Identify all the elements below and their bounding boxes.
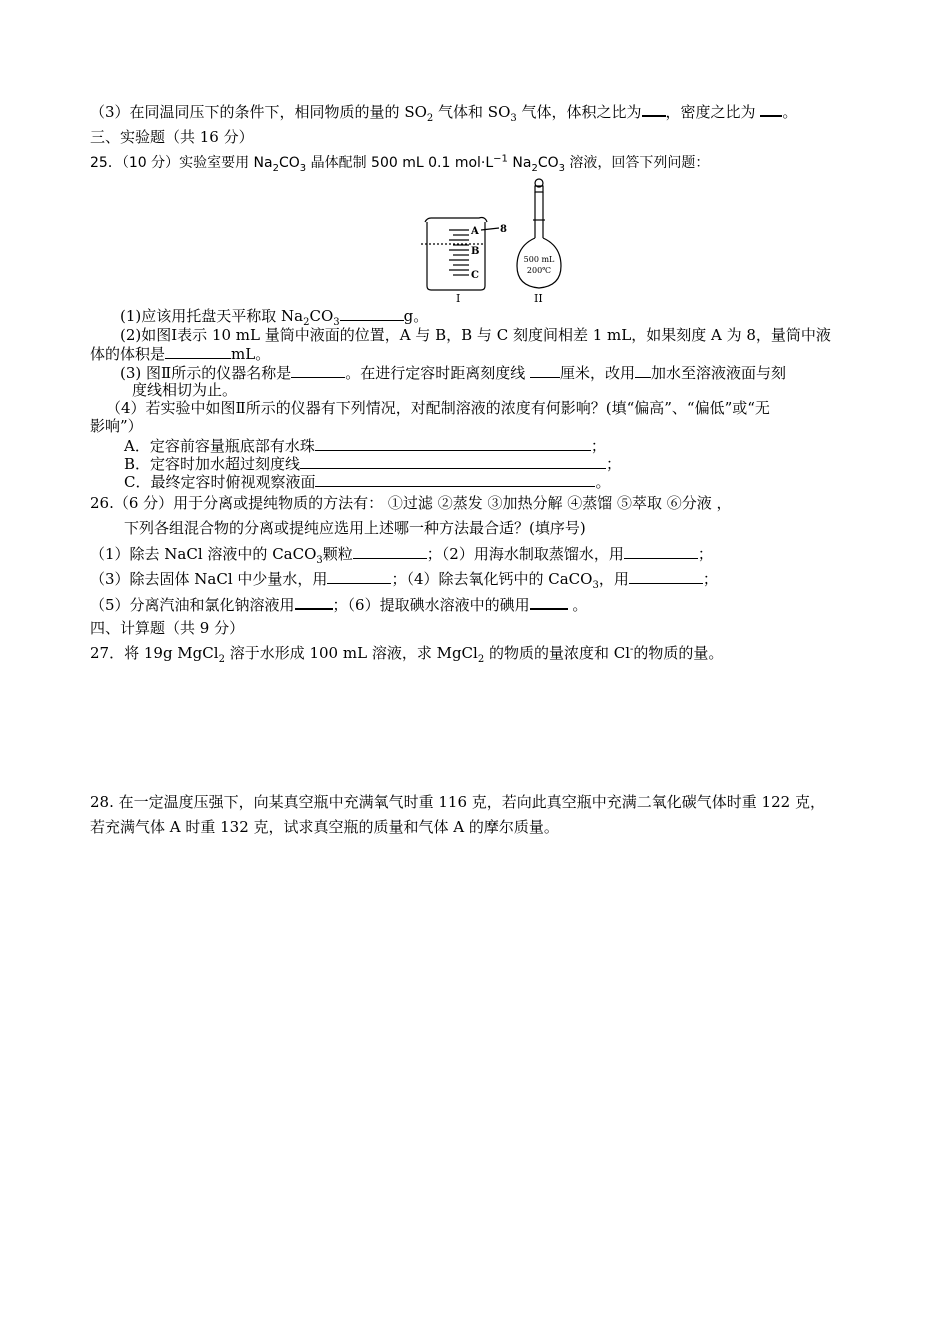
section-heading-4: 四、计算题（共 9 分） [90, 619, 245, 637]
q25-heading [90, 153, 709, 173]
q24-text: 气体和 SO [433, 103, 511, 121]
q24-text: ，密度之比为 [665, 103, 761, 121]
subscript: 3 [316, 555, 323, 566]
subscript: 2 [477, 654, 485, 665]
q25-text: CO [537, 155, 559, 171]
apparatus-figure [415, 178, 575, 306]
subscript: 2 [218, 654, 225, 665]
q25-text: g。 [403, 307, 429, 325]
section-heading-3: 三、实验题（共 16 分） [90, 128, 254, 146]
label-a: A [471, 226, 479, 237]
q25-text: 。在进行定容时距离刻度线 [345, 364, 530, 382]
flask-temp-label: 200℃ [526, 266, 552, 275]
answer-blank[interactable] [760, 101, 782, 117]
q26-text: （3）除去固体 NaCl 中少量水，用 [90, 570, 328, 588]
label-8: 8 [500, 224, 507, 235]
q26-text: ；（4）除去氧化钙中的 CaCO [391, 570, 593, 588]
option-text: ； [606, 455, 622, 473]
q25-text: (3) 图Ⅱ所示的仪器名称是 [120, 364, 292, 382]
q25-text: CO [278, 155, 300, 171]
option-text: 。 [595, 473, 611, 491]
q26-text: ；（2）用海水制取蒸馏水，用 [426, 545, 624, 563]
q26-instruction: 下列各组混合物的分离或提纯应选用上述哪一种方法最合适？(填序号) [124, 519, 586, 537]
superscript: −1 [493, 153, 508, 165]
subscript: 3 [558, 162, 565, 174]
q25-text: 溶液，回答下列问题： [564, 155, 710, 171]
answer-blank[interactable] [295, 594, 333, 610]
q26-text: （5）分离汽油和氯化钠溶液用 [90, 596, 295, 614]
q26-text: ； [697, 545, 713, 563]
q25-text: mL。 [231, 345, 271, 363]
subscript: 2 [272, 162, 279, 174]
graduated-cylinder [421, 218, 499, 291]
answer-blank[interactable] [530, 594, 568, 610]
q27-text [90, 643, 723, 663]
subscript: 3 [510, 113, 517, 124]
answer-blank[interactable] [165, 344, 231, 359]
superscript: - [630, 644, 634, 655]
q26-line2 [90, 569, 718, 589]
q26-text: 颗粒 [322, 545, 353, 563]
q25-sub4-line2: 影响”） [90, 417, 143, 435]
q25-text: 晶体配制 500 mL 0.1 mol·L [306, 155, 494, 171]
q26-text: ； [702, 570, 718, 588]
q25-sub2-line2 [90, 344, 270, 364]
q26-heading: 26.（6 分）用于分离或提纯物质的方法有： ①过滤 ②蒸发 ③加热分解 ④蒸馏 ⑤萃取 ⑥分液 ， [90, 494, 732, 512]
figure-caption-2: II [534, 292, 543, 305]
q26-text: （1）除去 NaCl 溶液中的 CaCO [90, 545, 317, 563]
answer-blank[interactable] [300, 454, 606, 469]
q26-text: 。 [567, 596, 588, 614]
answer-blank[interactable] [642, 101, 666, 117]
q26-line1 [90, 544, 713, 564]
q25-sub2-line1: (2)如图Ⅰ表示 10 mL 量筒中液面的位置，A 与 B，B 与 C 刻度间相差 1 mL，如果刻度 A 为 8，量筒中液 [120, 326, 831, 344]
q24-text: 气体，体积之比为 [516, 103, 642, 121]
subscript: 2 [531, 162, 538, 174]
subscript: 2 [426, 113, 434, 124]
flask-volume-label: 500 mL [523, 255, 555, 264]
label-c: C [471, 270, 479, 281]
subscript: 3 [333, 317, 340, 328]
answer-blank[interactable] [327, 569, 391, 584]
answer-blank[interactable] [353, 544, 427, 559]
q26-text: ；（6）提取碘水溶液中的碘用 [332, 596, 530, 614]
answer-blank[interactable] [624, 544, 698, 559]
q27-part: 27．将 19g MgCl [90, 644, 219, 662]
option-text: A．定容前容量瓶底部有水珠 [124, 437, 315, 455]
subscript: 3 [592, 580, 599, 591]
q27-part: 的物质的量。 [633, 644, 724, 662]
q25-text: (1)应该用托盘天平称取 Na [120, 307, 304, 325]
q27-part: 溶于水形成 100 mL 溶液，求 MgCl [224, 644, 478, 662]
label-b: B [471, 246, 480, 257]
option-text: B．定容时加水超过刻度线 [124, 455, 301, 473]
q25-option-c [124, 472, 611, 492]
q25-sub4-line1: （4）若实验中如图Ⅱ所示的仪器有下列情况，对配制溶液的浓度有何影响？(填“偏高”、“偏低”或“无 [106, 399, 770, 417]
answer-blank[interactable] [340, 306, 404, 321]
q25-text: 体的体积是 [90, 345, 166, 363]
answer-blank[interactable] [635, 363, 651, 378]
q25-text: CO [309, 307, 334, 325]
q24-text: （3）在同温同压下的条件下，相同物质的量的 SO [90, 103, 427, 121]
q24-text: 。 [782, 103, 798, 121]
q26-line3 [90, 594, 587, 615]
q25-text: 加水至溶液液面与刻 [651, 364, 787, 382]
q25-text: 厘米，改用 [560, 364, 636, 382]
q24-part3 [90, 101, 797, 122]
option-text: C．最终定容时俯视观察液面 [124, 473, 316, 491]
q25-text: 25．（10 分）实验室要用 Na [90, 155, 273, 171]
q25-text: Na [507, 155, 532, 171]
q25-option-a [124, 436, 606, 456]
q25-sub1 [120, 306, 428, 326]
q28-line1: 28. 在一定温度压强下，向某真空瓶中充满氧气时重 116 克，若向此真空瓶中充满二氧化碳气体时重 122 克， [90, 793, 825, 811]
answer-blank[interactable] [530, 363, 560, 378]
figure-caption-1: I [456, 292, 461, 305]
q26-text: ，用 [598, 570, 629, 588]
q25-sub3-line2: 度线相切为止。 [132, 381, 238, 399]
answer-blank[interactable] [629, 569, 703, 584]
answer-blank[interactable] [291, 363, 345, 378]
answer-blank[interactable] [315, 472, 595, 487]
subscript: 3 [299, 162, 307, 174]
option-text: ； [590, 437, 606, 455]
q25-option-b [124, 454, 621, 474]
q28-line2: 若充满气体 A 时重 132 克，试求真空瓶的质量和气体 A 的摩尔质量。 [90, 818, 559, 836]
q27-part: 的物质的量浓度和 Cl [484, 644, 631, 662]
answer-blank[interactable] [315, 436, 591, 451]
subscript: 2 [303, 317, 310, 328]
